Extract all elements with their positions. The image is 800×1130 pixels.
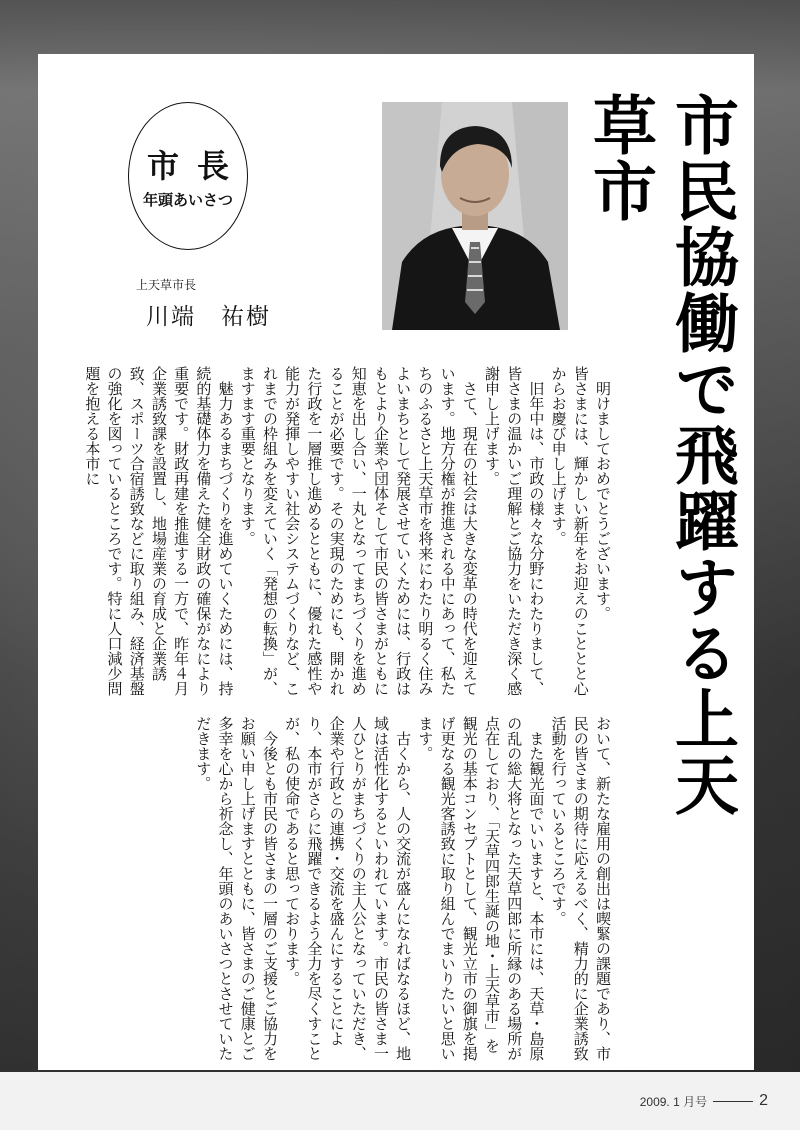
mayor-name: 川端 祐樹 <box>146 304 271 330</box>
mayor-role: 上天草市長 <box>136 278 197 292</box>
body-text-upper: 明けましておめでとうございます。 皆さまには、輝かしい新年をお迎えのこととと心からお慶び申し上げます。 旧年中は、市政の様々な分野にわたりまして、皆さまの温かいご理解とご協力をいただき深く感謝申し上げます。 さて、現在の社会は大きな変革の時代を迎えています。地方分権が推進される中にあって、私たちのふるさと上天草市を将来にわたり明るく住みよいまちとして発展させていくためには、行政はもとより企業や団体そして市民の皆さまがともに知恵を出し合い、一丸となってまちづくりを進めることが必要です。その実現のためにも、開かれた行政を一層推し進めるとともに、優れた感性や能力が発揮しやすい社会システムづくりなど、これまでの枠組みを変えていく「発想の転換」が、ますます重要となります。 魅力あるまちづくりを進めていくためには、持続的基礎体力を備えた健全財政の確保がなにより重要です。財政再建を推進する一方で、昨年４月企業誘致課を設置し、地場産業の育成と企業誘致、スポーツ合宿誘致などに取り組み、経済基盤の強化を図っているところです。特に人口減少問題を抱える本市に <box>83 366 612 696</box>
body-text-lower: おいて、新たな雇用の創出は喫緊の課題であり、市民の皆さまの期待に応えるべく、精力的に企業誘致活動を行っているところです。 また観光面でいいますと、本市には、天草・島原の乱の総大将となった天草四郎に所縁のある場所が点在しており、「天草四郎生誕の地・上天草市」を観光の基本コンセプトとして、観光立市の御旗を掲げ更なる観光客誘致に取り組んでまいりたいと思います。 古くから、人の交流が盛んになればなるほど、地域は活性化するといわれています。市民の皆さま一人ひとりがまちづくりの主人公となっていただき、企業や行政との連携・交流を盛んにすることにより、本市がさらに飛躍できるよう全力を尽くすことが、私の使命であると思っております。 今後とも市民の皆さまの一層のご支援とご協力をお願い申し上げますとともに、皆さまのご健康とご多幸を心から祈念し、年頭のあいさつとさせていただきます。 <box>194 716 612 1061</box>
badge-subtitle: 年頭あいさつ <box>142 191 233 209</box>
page-footer <box>640 1092 768 1110</box>
footer-rule <box>713 1101 753 1102</box>
issue-label: 2009. 1 月号 <box>639 1094 708 1109</box>
mayor-portrait <box>382 102 568 330</box>
portrait-image <box>382 102 568 330</box>
headline: 市民協働で飛躍する上天草市 <box>582 92 739 818</box>
greeting-badge <box>128 102 248 250</box>
page-number: 2 <box>759 1092 768 1109</box>
badge-title: 市長 <box>147 147 248 185</box>
